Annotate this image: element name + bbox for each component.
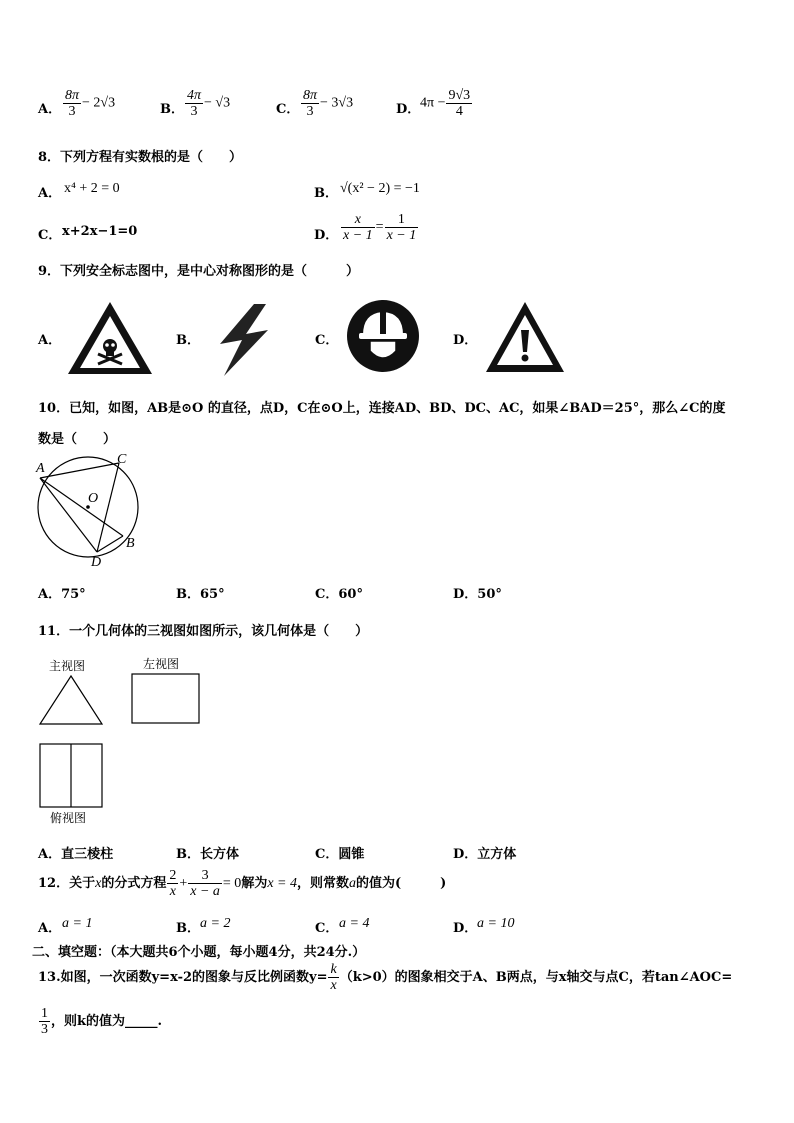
top-view-rectangle bbox=[39, 743, 105, 809]
q8-option-c-label: C． bbox=[38, 228, 62, 243]
q11-option-c: C．圆锥 bbox=[315, 847, 365, 862]
q7-option-a-expr: $\frac{8\pi}{3}$ − 2√3 bbox=[65, 88, 116, 119]
q13-stem-line1: 13.如图，一次函数y=x-2的图象与反比例函数y= $\frac{k}{x}$ （k>0）的图象相交于A、B两点，与x轴交与点C，若tan∠AOC= bbox=[38, 962, 733, 993]
q10-option-a: A．75° bbox=[38, 587, 86, 602]
q7-option-a-label: A． bbox=[38, 102, 62, 117]
q12-option-a-value: a = 1 bbox=[62, 916, 93, 931]
q7-option-d-expr: 4π − $\frac{9√3}{4}$ bbox=[420, 88, 471, 119]
q8-stem: 8．下列方程有实数根的是（ ） bbox=[38, 150, 243, 165]
q12-option-b-label: B． bbox=[176, 921, 200, 936]
q11-option-a: A．直三棱柱 bbox=[38, 847, 114, 862]
q11-stem: 11．一个几何体的三视图如图所示，该几何体是（ ） bbox=[38, 624, 369, 639]
q7-option-b-expr: $\frac{4\pi}{3}$ − √3 bbox=[187, 88, 231, 119]
q10-point-b-label: B bbox=[126, 536, 135, 551]
q8-option-c-expr: x+2x−1=0 bbox=[62, 224, 138, 239]
q11-option-d: D．立方体 bbox=[453, 847, 517, 862]
q9-option-d-label: D． bbox=[453, 333, 478, 348]
q10-option-d: D．50° bbox=[453, 587, 502, 602]
q12-option-b-value: a = 2 bbox=[200, 916, 231, 931]
front-view-label: 主视图 bbox=[49, 659, 86, 673]
q10-stem-line2: 数是（ ） bbox=[38, 432, 117, 447]
safety-helmet-sign-icon bbox=[346, 299, 420, 373]
left-view-label: 左视图 bbox=[143, 657, 180, 671]
q7-option-d-label: D． bbox=[396, 102, 421, 117]
q10-option-b: B．65° bbox=[176, 587, 225, 602]
q8-option-b-label: B． bbox=[314, 186, 338, 201]
q9-option-c-label: C． bbox=[315, 333, 339, 348]
q12-option-d-label: D． bbox=[453, 921, 478, 936]
q10-point-c-label: C bbox=[117, 452, 127, 467]
q12-option-d-value: a = 10 bbox=[477, 916, 515, 931]
q8-option-a-expr: x⁴ + 2 = 0 bbox=[64, 181, 120, 196]
lightning-bolt-icon bbox=[218, 304, 270, 376]
left-view-rectangle bbox=[131, 673, 201, 725]
q12-option-c-value: a = 4 bbox=[339, 916, 370, 931]
q10-circle-figure bbox=[30, 448, 150, 576]
q7-option-c-label: C． bbox=[276, 102, 300, 117]
q13-stem-line2: $\frac{1}{3}$ ，则k的值为_____. bbox=[41, 1006, 163, 1037]
exclamation-warning-sign-icon bbox=[484, 300, 566, 374]
q10-point-d-label: D bbox=[91, 555, 102, 570]
q10-point-a-label: A bbox=[36, 461, 45, 476]
q8-option-d-expr: $\frac{x}{x - 1}$ = $\frac{1}{x - 1}$ bbox=[343, 212, 417, 243]
q8-option-a-label: A． bbox=[38, 186, 62, 201]
q8-option-d-label: D． bbox=[314, 228, 339, 243]
q7-option-c-expr: $\frac{8\pi}{3}$ − 3√3 bbox=[303, 88, 354, 119]
q10-stem-line1: 10．已知，如图，AB是⊙O 的直径，点D，C在⊙O上，连接AD、BD、DC、AC，如果∠BAD＝25°，那么∠C的度 bbox=[38, 401, 726, 416]
section-2-heading: 二、填空题：（本大题共6个小题，每小题4分，共24分.） bbox=[32, 945, 366, 960]
top-view-label: 俯视图 bbox=[50, 811, 87, 825]
q10-option-c: C．60° bbox=[315, 587, 363, 602]
q9-option-a-label: A． bbox=[38, 333, 62, 348]
q8-option-b-expr: √(x² − 2) = −1 bbox=[340, 181, 420, 196]
q10-point-o-label: O bbox=[88, 491, 99, 506]
poison-warning-sign-icon bbox=[66, 300, 154, 376]
q12-option-a-label: A． bbox=[38, 921, 62, 936]
q12-option-c-label: C． bbox=[315, 921, 339, 936]
q9-stem: 9．下列安全标志图中，是中心对称图形的是（ ） bbox=[38, 264, 360, 279]
front-view-triangle bbox=[38, 674, 104, 726]
q11-option-b: B．长方体 bbox=[176, 847, 239, 862]
q7-option-b-label: B． bbox=[160, 102, 184, 117]
q9-option-b-label: B． bbox=[176, 333, 200, 348]
q12-stem: 12．关于x的分式方程 $\frac{2}{x}$ + $\frac{3}{x - a}$ = 0解为x = 4，则常数a的值为( ) bbox=[38, 868, 447, 899]
